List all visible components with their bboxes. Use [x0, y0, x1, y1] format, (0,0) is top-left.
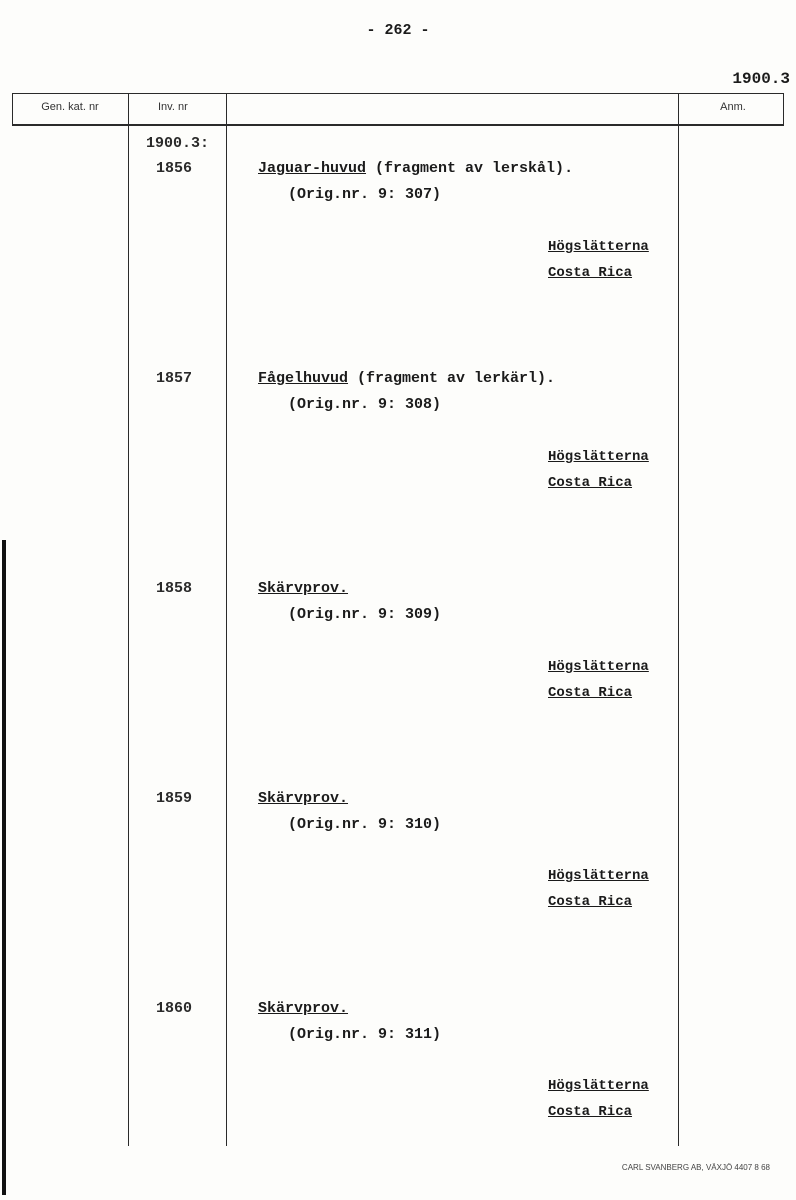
- entry-title: [258, 580, 348, 597]
- column-divider-inv-text: [226, 93, 227, 1146]
- entry-region: Högslätterna: [548, 449, 649, 465]
- entry-country: Costa Rica: [548, 265, 633, 281]
- entry-inv-number: 1857: [156, 370, 193, 387]
- entry-region: Högslätterna: [548, 868, 649, 884]
- entry-title-rest: (fragment av lerkärl).: [348, 370, 556, 387]
- entry-title-main: Skärvprov.: [258, 1000, 349, 1017]
- entry-inv-number: 1858: [156, 580, 193, 597]
- column-header-gen-kat-nr: Gen. kat. nr: [41, 101, 99, 113]
- column-header-inv-nr: Inv. nr: [158, 101, 188, 113]
- entry-region: Högslätterna: [548, 239, 649, 255]
- entry-country: Costa Rica: [548, 894, 633, 910]
- entry-inv-number: 1859: [156, 790, 193, 807]
- series-prefix: 1900.3:: [146, 135, 210, 152]
- column-header-anm: Anm.: [720, 101, 746, 113]
- printer-footer-mark: CARL SVANBERG AB, VÄXJÖ 4407 8 68: [621, 1163, 770, 1172]
- entry-orig-number: (Orig.nr. 9: 309): [288, 606, 442, 623]
- entry-title: [258, 370, 555, 387]
- entry-title-rest: (fragment av lerskål).: [366, 160, 574, 177]
- column-divider-text-anm: [678, 93, 679, 1146]
- entry-title: [258, 160, 573, 177]
- entry-orig-number: (Orig.nr. 9: 310): [288, 816, 442, 833]
- entry-region: Högslätterna: [548, 1078, 649, 1094]
- entry-orig-number: (Orig.nr. 9: 307): [288, 186, 442, 203]
- entry-title: [258, 1000, 348, 1017]
- entry-country: Costa Rica: [548, 1104, 633, 1120]
- page-number: - 262 -: [366, 22, 430, 39]
- entry-title: [258, 790, 348, 807]
- entry-inv-number: 1856: [156, 160, 193, 177]
- entry-region: Högslätterna: [548, 659, 649, 675]
- entry-orig-number: (Orig.nr. 9: 311): [288, 1026, 442, 1043]
- entry-title-main: Jaguar-huvud: [258, 160, 367, 177]
- entry-country: Costa Rica: [548, 685, 633, 701]
- scan-margin-bar: [2, 540, 6, 1195]
- entry-inv-number: 1860: [156, 1000, 193, 1017]
- series-code: 1900.3: [732, 70, 790, 88]
- entry-title-main: Skärvprov.: [258, 790, 349, 807]
- entry-title-main: Fågelhuvud: [258, 370, 349, 387]
- column-divider-gen-inv: [128, 93, 129, 1146]
- entry-country: Costa Rica: [548, 475, 633, 491]
- entry-title-main: Skärvprov.: [258, 580, 349, 597]
- entry-orig-number: (Orig.nr. 9: 308): [288, 396, 442, 413]
